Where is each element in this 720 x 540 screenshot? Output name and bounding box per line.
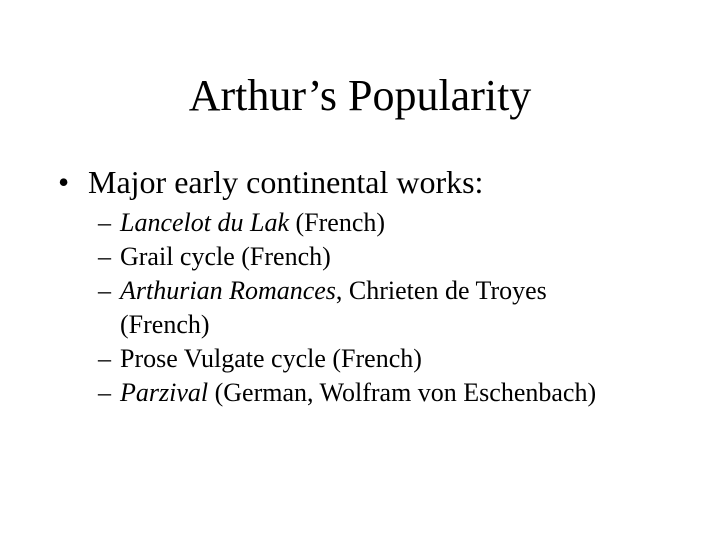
dash-mark: –: [98, 378, 111, 407]
dash-mark: –: [98, 242, 111, 271]
work-detail: Prose Vulgate cycle (French): [120, 344, 422, 373]
work-title: Lancelot du Lak: [120, 208, 289, 237]
main-bullet: [58, 162, 483, 202]
main-bullet-text: Major early continental works:: [88, 164, 484, 200]
slide-title: Arthur’s Popularity: [188, 71, 532, 120]
work-title: Arthurian Romances: [120, 276, 336, 305]
dash-mark: –: [98, 344, 111, 373]
work-detail: (French): [289, 208, 386, 237]
work-title: Parzival: [120, 378, 209, 407]
dash-mark: –: [98, 276, 111, 305]
bullet-mark: •: [58, 164, 70, 200]
sub-bullet-grail: [98, 240, 658, 274]
sub-bullet-prose-vulgate: [98, 342, 658, 376]
sub-bullet-arthurian-romances: [98, 274, 658, 342]
dash-mark: –: [98, 208, 111, 237]
sub-bullet-parzival: [98, 376, 658, 410]
sub-bullet-list: [98, 206, 658, 410]
sub-bullet-lancelot: [98, 206, 658, 240]
work-detail: (German, Wolfram von Eschenbach): [208, 378, 597, 407]
work-detail: Grail cycle (French): [120, 242, 331, 271]
work-detail-continuation: (French): [120, 310, 210, 339]
work-detail: , Chrieten de Troyes: [335, 276, 547, 305]
